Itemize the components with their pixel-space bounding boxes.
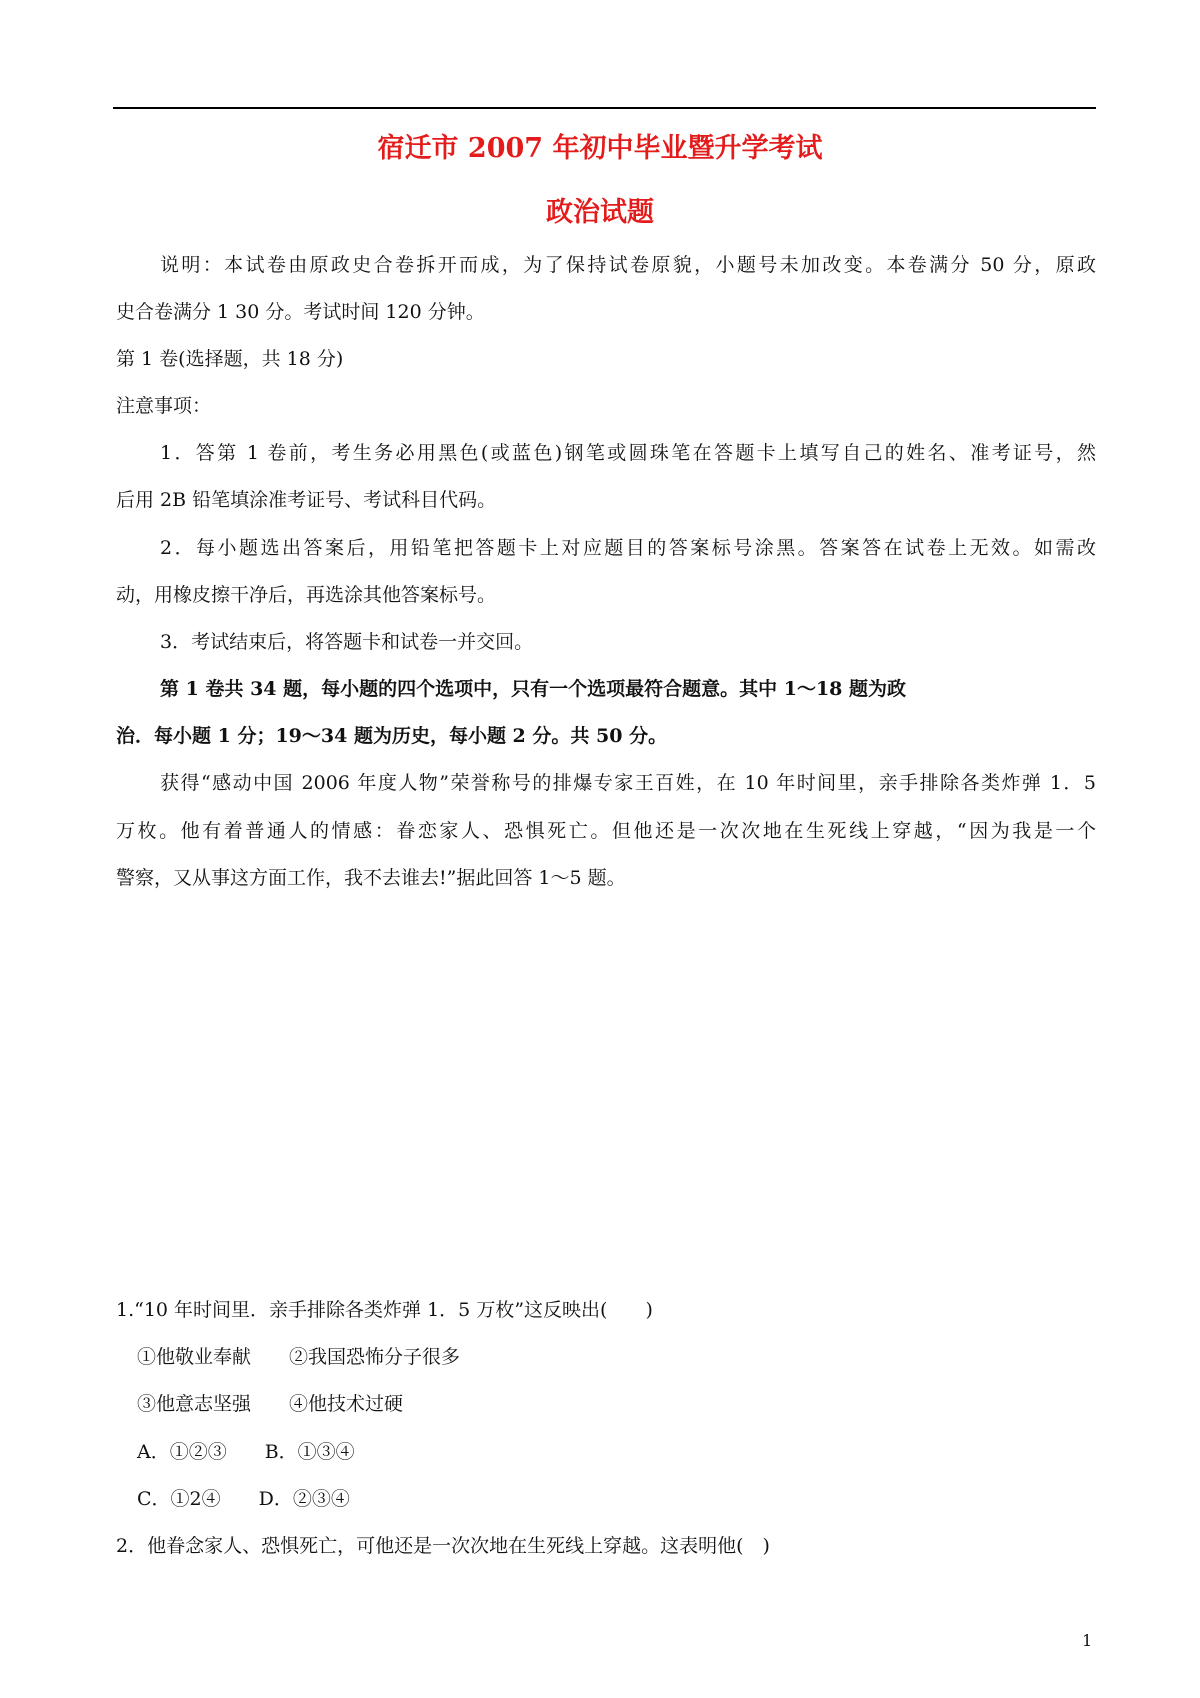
note-1-line-2: 后用 2B 铅笔填涂准考证号、考试科目代码。	[116, 489, 497, 511]
exam-subtitle: 政治试题	[546, 197, 654, 228]
note-3: 3．考试结束后，将答题卡和试卷一并交回。	[160, 631, 534, 653]
instruction-line-2: 治．每小题 1 分；19～34 题为历史，每小题 2 分。共 50 分。	[116, 725, 668, 747]
note-2-line-2: 动，用橡皮擦干净后，再选涂其他答案标号。	[116, 584, 497, 606]
passage-line-1: 获得“感动中国 2006 年度人物”荣誉称号的排爆专家王百姓，在 10 年时间里，亲手排除各类炸弹 1．5	[160, 772, 1096, 794]
exam-title: 宿迁市 2007 年初中毕业暨升学考试	[377, 133, 823, 164]
passage-line-2: 万枚。他有着普通人的情感：眷恋家人、恐惧死亡。但他还是一次次地在生死线上穿越，“因为我是一个	[116, 820, 1096, 842]
section-heading: 第 1 卷(选择题，共 18 分)	[116, 348, 344, 370]
notes-heading: 注意事项：	[116, 395, 212, 417]
note-1-line-1: 1．答第 1 卷前，考生务必用黑色(或蓝色)钢笔或圆珠笔在答题卡上填写自己的姓名、准考证号，然	[160, 442, 1096, 464]
question-2-stem: 2．他眷念家人、恐惧死亡，可他还是一次次地在生死线上穿越。这表明他( )	[116, 1535, 770, 1557]
page-number: 1	[1082, 1631, 1093, 1650]
header-rule	[113, 107, 1096, 109]
question-1-items-row-1: ①他敬业奉献 ②我国恐怖分子很多	[137, 1346, 461, 1368]
passage-line-3: 警察，又从事这方面工作，我不去谁去!”据此回答 1～5 题。	[116, 867, 626, 889]
question-1-stem: 1.“10 年时间里．亲手排除各类炸弹 1．5 万枚”这反映出( )	[116, 1299, 653, 1321]
note-2-line-1: 2．每小题选出答案后，用铅笔把答题卡上对应题目的答案标号涂黑。答案答在试卷上无效。如需改	[160, 537, 1096, 559]
intro-line-1: 说明：本试卷由原政史合卷拆开而成，为了保持试卷原貌，小题号未加改变。本卷满分 50 分，原政	[160, 254, 1096, 276]
question-1-choices-row-2: C．①2④ D．②③④	[137, 1488, 350, 1510]
question-1-choices-row-1: A．①②③ B．①③④	[137, 1441, 355, 1463]
instruction-line-1: 第 1 卷共 34 题，每小题的四个选项中，只有一个选项最符合题意。其中 1～18 题为政	[160, 678, 907, 700]
question-1-items-row-2: ③他意志坚强 ④他技术过硬	[137, 1393, 404, 1415]
intro-line-2: 史合卷满分 1 30 分。考试时间 120 分钟。	[116, 301, 485, 323]
